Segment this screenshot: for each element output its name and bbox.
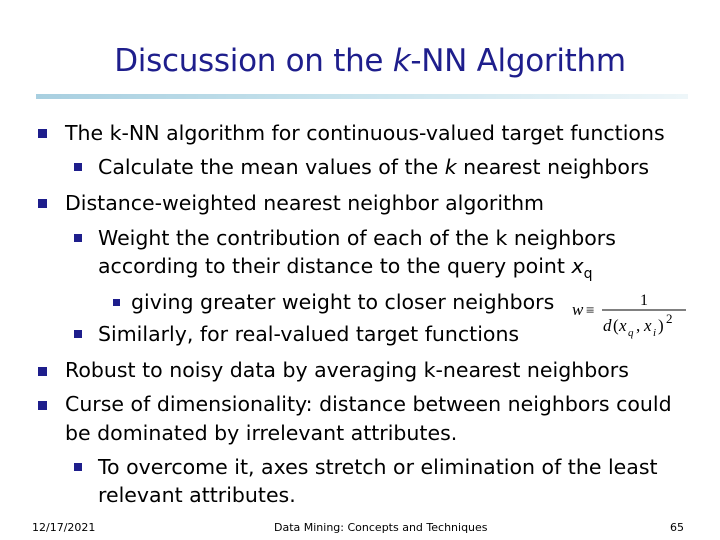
formula-power: 2 xyxy=(666,311,673,326)
square-bullet-icon xyxy=(74,463,82,471)
bullet-item: Distance-weighted nearest neighbor algorithm xyxy=(65,191,545,215)
footer-page-number: 65 xyxy=(670,521,684,534)
square-bullet-icon xyxy=(74,330,82,338)
bullet-continuation: be dominated by irrelevant attributes. xyxy=(65,421,458,445)
square-bullet-icon xyxy=(74,163,82,171)
formula-lhs: w xyxy=(572,300,584,319)
sub-bullet-item: Calculate the mean values of the k nearest neighbors xyxy=(98,155,650,179)
bullet-item: Robust to noisy data by averaging k-nearest neighbors xyxy=(65,358,629,382)
formula-d: d xyxy=(603,316,612,335)
formula-equiv: ≡ xyxy=(586,303,595,319)
sub-sub-bullet-item: giving greater weight to closer neighbors xyxy=(131,290,555,314)
formula-x: x xyxy=(619,316,627,335)
square-bullet-icon xyxy=(38,129,47,138)
slide-title: Discussion on the k-NN Algorithm xyxy=(114,43,626,79)
sub-bullet-item: Similarly, for real-valued target functions xyxy=(98,322,520,346)
title-divider xyxy=(36,94,688,99)
bullet-item: The k-NN algorithm for continuous-valued target functions xyxy=(65,121,665,145)
footer-course: Data Mining: Concepts and Techniques xyxy=(274,521,488,534)
square-bullet-icon xyxy=(113,299,120,306)
sub-bullet-item: To overcome it, axes stretch or elimination of the least xyxy=(98,455,658,479)
sub-bullet-item: Weight the contribution of each of the k neighbors xyxy=(98,226,616,250)
formula-numerator: 1 xyxy=(640,292,648,309)
formula-comma: , xyxy=(636,316,641,335)
square-bullet-icon xyxy=(38,367,47,376)
distance-weight-formula xyxy=(570,286,690,342)
formula-sub-q: q xyxy=(628,327,634,339)
square-bullet-icon xyxy=(38,199,47,208)
footer-date: 12/17/2021 xyxy=(32,521,96,534)
square-bullet-icon xyxy=(74,234,82,242)
sub-bullet-continuation: according to their distance to the query point $x_q$ xyxy=(98,254,593,283)
bullet-item: Curse of dimensionality: distance between neighbors could xyxy=(65,392,672,416)
formula-x: x xyxy=(644,316,652,335)
square-bullet-icon xyxy=(38,401,47,410)
sub-bullet-continuation: relevant attributes. xyxy=(98,483,296,507)
formula-sub-i: i xyxy=(653,327,657,339)
formula-close-paren: ) xyxy=(658,316,664,335)
formula-open-paren: ( xyxy=(613,316,619,335)
